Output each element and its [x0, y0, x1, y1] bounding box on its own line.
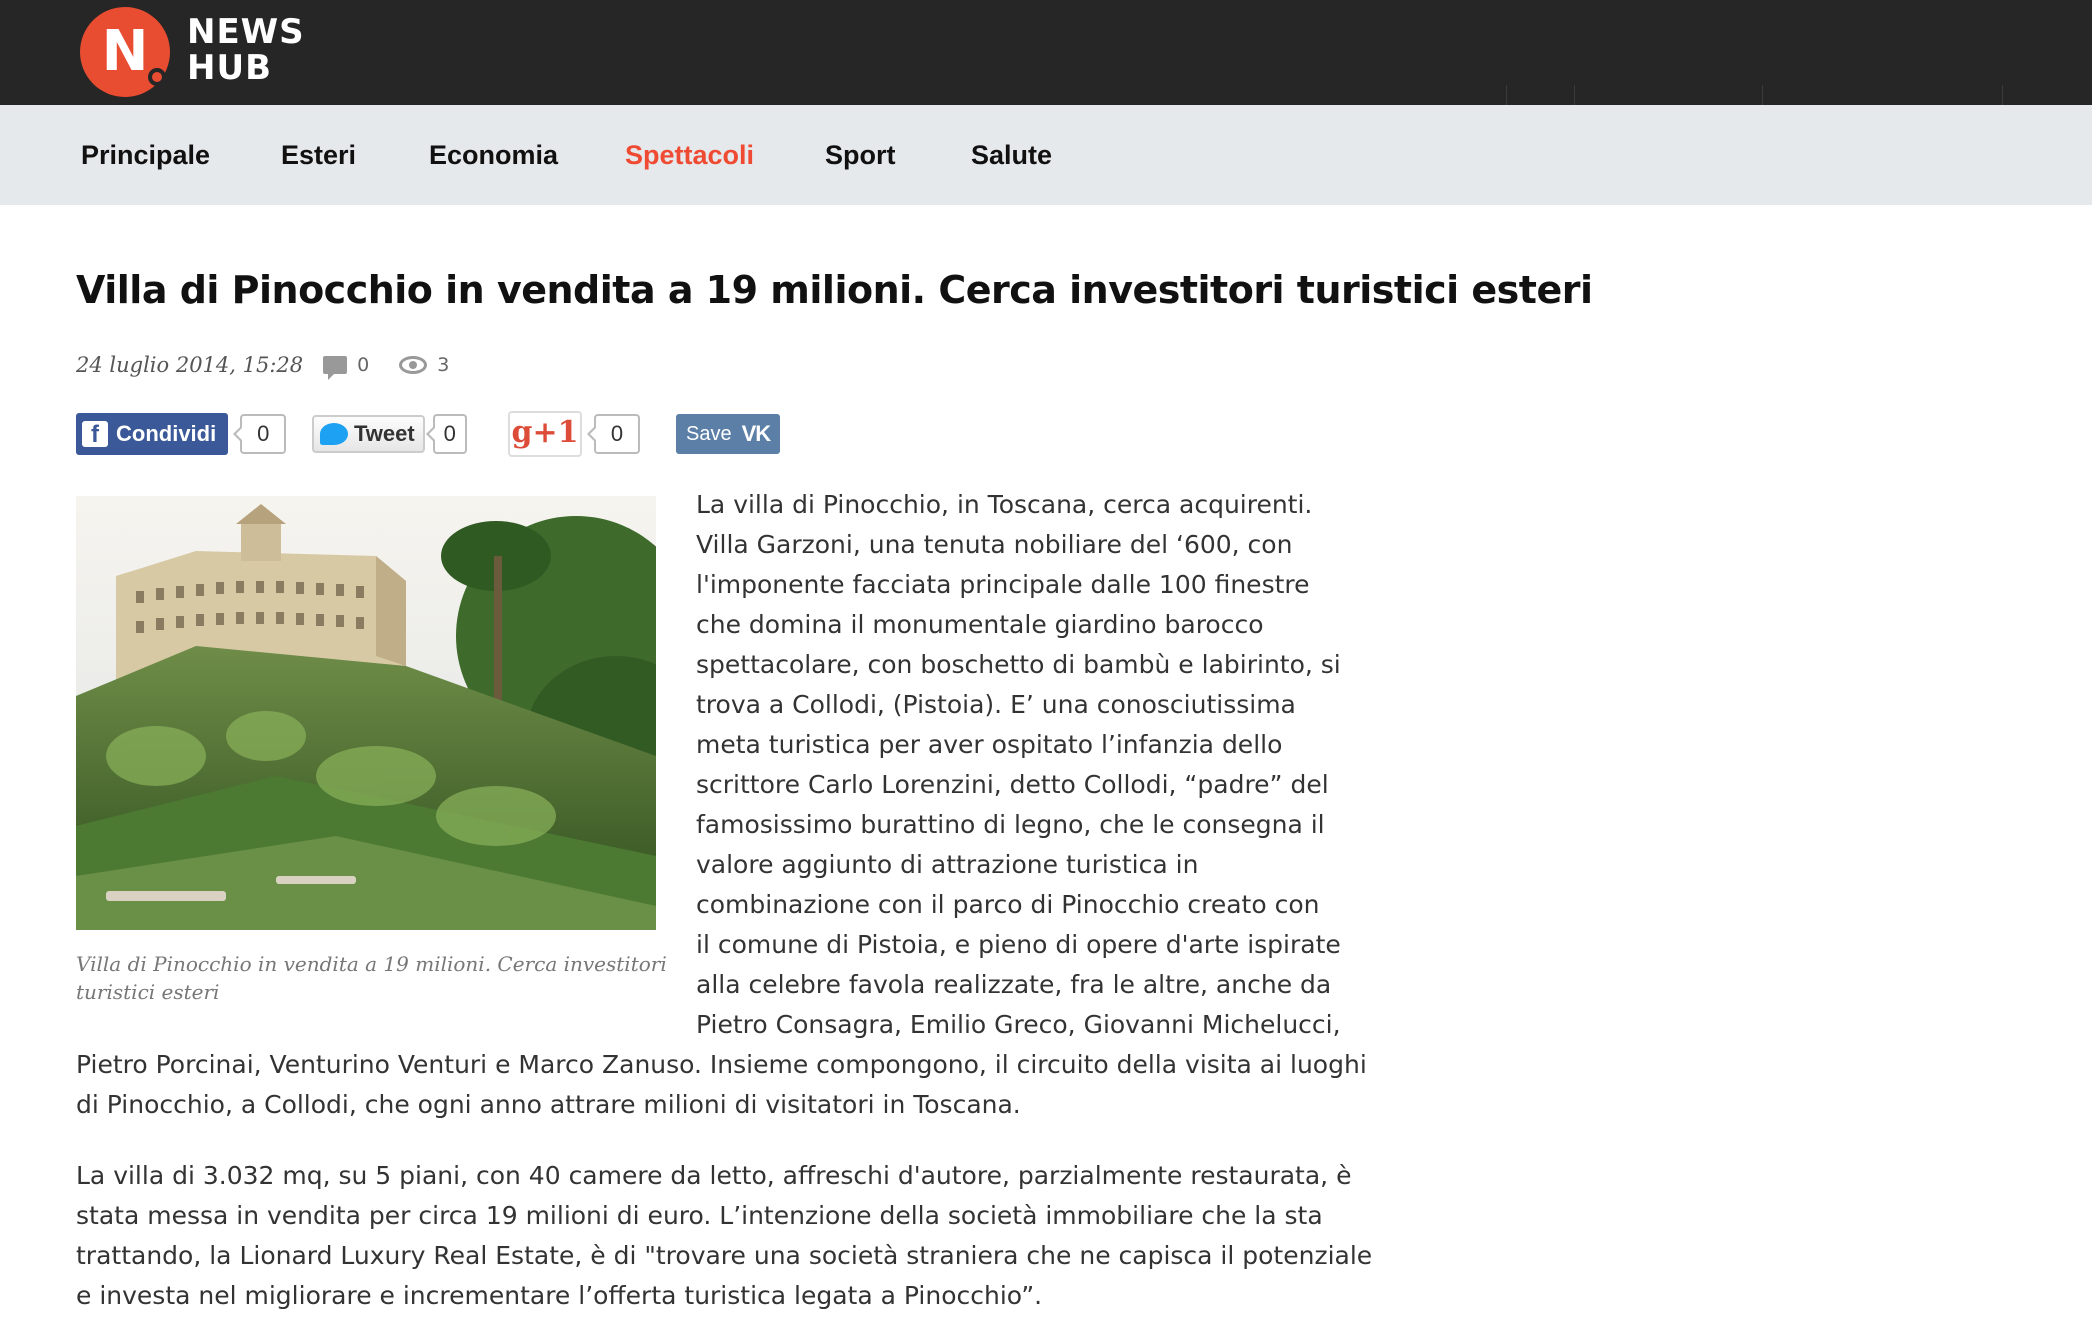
vk-share	[676, 412, 780, 456]
image-caption-line: Villa di Pinocchio in vendita a 19 milioni. Cerca investitori	[76, 952, 667, 976]
tweet-button[interactable]	[312, 415, 425, 453]
paragraph-line: stata messa in vendita per circa 19 milioni di euro. L’intenzione della società immobiliare che la sta	[76, 1201, 1323, 1230]
paragraph-line: trattando, la Lionard Luxury Real Estate, è di "trovare una società straniera che ne capisca il potenziale	[76, 1241, 1373, 1270]
paragraph-line: La villa di Pinocchio, in Toscana, cerca acquirenti.	[696, 490, 1313, 519]
paragraph-line: e investa nel migliorare e incrementare l’offerta turistica legata a Pinocchio”.	[76, 1281, 1043, 1310]
facebook-share-count: 0	[240, 414, 286, 454]
article-title: Villa di Pinocchio in vendita a 19 milioni. Cerca investitori turistici esteri	[76, 268, 1593, 312]
article-paragraph-2	[76, 1156, 1373, 1316]
paragraph-line: alla celebre favola realizzate, fra le altre, anche da	[696, 970, 1332, 999]
twitter-bird-icon	[320, 423, 348, 445]
facebook-share-label: Condividi	[116, 421, 217, 446]
nav-item-salute[interactable]: Salute	[971, 140, 1053, 170]
paragraph-line: spettacolare, con boschetto di bambù e labirinto, si	[696, 650, 1341, 679]
villa-garzoni-image	[76, 496, 656, 930]
google-plus-one-button[interactable]: g+1	[508, 411, 582, 457]
comments-count[interactable]: 0	[357, 354, 370, 376]
image-caption-line: turistici esteri	[76, 980, 220, 1004]
google-plus-share	[508, 412, 640, 456]
article-paragraph-1-continued	[76, 1045, 1367, 1125]
paragraph-line: trova a Collodi, (Pistoia). E’ una conosciutissima	[696, 690, 1296, 719]
newshub-logo-icon[interactable]: N	[80, 7, 170, 97]
vk-save-label: Save	[686, 422, 732, 445]
article-meta	[76, 350, 449, 380]
comment-icon[interactable]	[323, 356, 347, 374]
nav-item-sport[interactable]: Sport	[825, 140, 896, 170]
facebook-share	[76, 412, 286, 456]
nav-item-spettacoli[interactable]: Spettacoli	[625, 140, 755, 170]
brand-name-line1: NEWS	[187, 12, 305, 52]
tweet-count: 0	[433, 414, 467, 454]
twitter-share	[312, 412, 467, 456]
paragraph-line: La villa di 3.032 mq, su 5 piani, con 40 camere da letto, affreschi d'autore, parzialmente restaurata, è	[76, 1161, 1352, 1190]
paragraph-line: Pietro Consagra, Emilio Greco, Giovanni Michelucci,	[696, 1010, 1341, 1039]
paragraph-line: Villa Garzoni, una tenuta nobiliare del ‘600, con	[696, 530, 1293, 559]
paragraph-line: che domina il monumentale giardino barocco	[696, 610, 1264, 639]
facebook-share-button[interactable]	[76, 413, 228, 455]
tweet-label: Tweet	[354, 421, 415, 446]
paragraph-line: scrittore Carlo Lorenzini, detto Collodi, “padre” del	[696, 770, 1329, 799]
brand-name-line2: HUB	[187, 48, 272, 88]
paragraph-line: Pietro Porcinai, Venturino Venturi e Marco Zanuso. Insieme compongono, il circuito della visita ai luoghi	[76, 1050, 1367, 1079]
paragraph-line: meta turistica per aver ospitato l’infanzia dello	[696, 730, 1283, 759]
paragraph-line: combinazione con il parco di Pinocchio creato con	[696, 890, 1320, 919]
eye-icon	[399, 356, 427, 374]
article-paragraph-1	[696, 485, 1341, 1045]
vk-logo-icon: VK	[741, 421, 771, 446]
article-photo[interactable]	[76, 496, 656, 930]
google-plus-count: 0	[594, 414, 640, 454]
paragraph-line: famosissimo burattino di legno, che le consegna il	[696, 810, 1325, 839]
nav-item-economia[interactable]: Economia	[429, 140, 559, 170]
brand-name[interactable]	[187, 14, 305, 86]
main-nav	[0, 105, 2092, 205]
logo-dot-icon	[148, 68, 166, 86]
paragraph-line: il comune di Pistoia, e pieno di opere d'arte ispirate	[696, 930, 1341, 959]
paragraph-line: valore aggiunto di attrazione turistica in	[696, 850, 1199, 879]
nav-item-esteri[interactable]: Esteri	[281, 140, 357, 170]
article-date: 24 luglio 2014, 15:28	[76, 353, 304, 377]
site-header	[0, 0, 2092, 105]
nav-item-principale[interactable]: Principale	[81, 140, 211, 170]
paragraph-line: l'imponente facciata principale dalle 100 finestre	[696, 570, 1310, 599]
views-count: 3	[437, 354, 450, 376]
image-caption	[76, 950, 667, 1006]
paragraph-line: di Pinocchio, a Collodi, che ogni anno attrare milioni di visitatori in Toscana.	[76, 1090, 1021, 1119]
vk-save-button[interactable]	[676, 414, 780, 454]
facebook-icon: f	[82, 421, 108, 447]
